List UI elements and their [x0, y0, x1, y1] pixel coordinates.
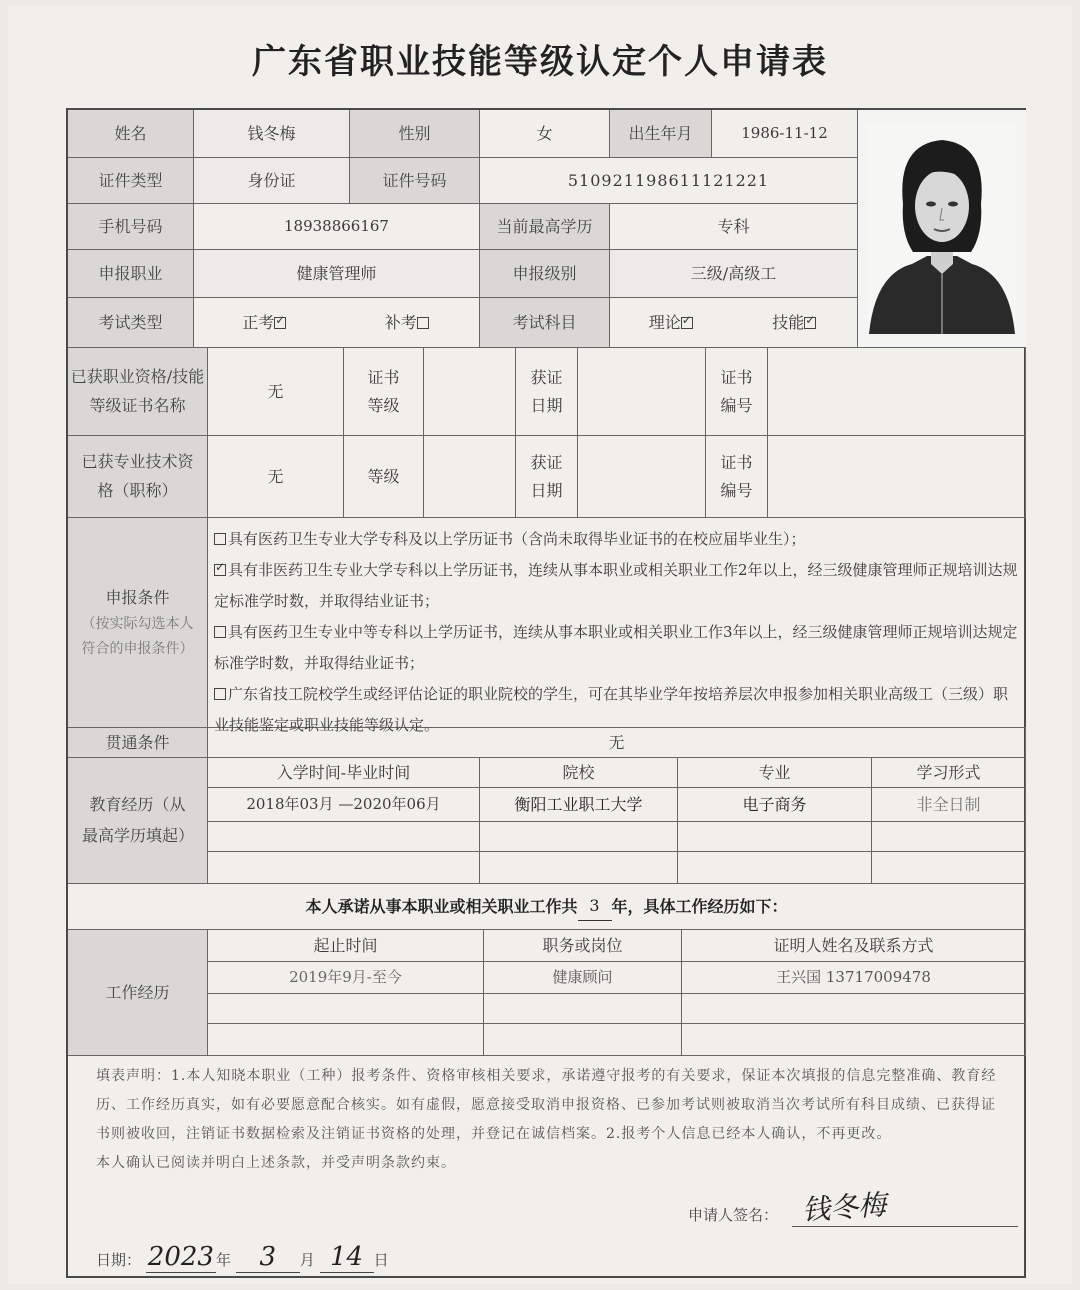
- education-level-label: 当前最高学历: [480, 204, 610, 250]
- occupation-label: 申报职业: [68, 250, 194, 298]
- edu-major: [678, 822, 872, 852]
- work-period: [208, 994, 484, 1024]
- apply-level-value: 三级/高级工: [610, 250, 858, 298]
- exam-subject-label: 考试科目: [480, 298, 610, 348]
- certificate-name-value: 无: [208, 348, 344, 436]
- edu-period: [208, 822, 480, 852]
- name-value: 钱冬梅: [194, 110, 350, 158]
- work-period: [208, 1024, 484, 1056]
- declaration-confirm: 本人确认已阅读并明白上述条款，并受声明条款约束。: [96, 1155, 456, 1171]
- exam-type-options: [194, 298, 480, 348]
- applicant-photo: [858, 110, 1026, 348]
- through-condition-value: 无: [208, 728, 1026, 758]
- education-history-label: 教育经历（从最高学历填起）: [68, 758, 208, 884]
- exam-subject-skill[interactable]: 技能✓: [772, 309, 818, 337]
- certificate-grade-label: 证书等级: [344, 348, 424, 436]
- edu-header-school: 院校: [480, 758, 678, 788]
- work-position: [484, 994, 682, 1024]
- gender-value: 女: [480, 110, 610, 158]
- edu-mode: [872, 822, 1026, 852]
- work-commitment: 本人承诺从事本职业或相关职业工作共 3 年，具体工作经历如下：: [68, 884, 1026, 930]
- edu-header-period: 入学时间-毕业时间: [208, 758, 480, 788]
- checkbox-icon[interactable]: [214, 626, 226, 638]
- condition-item[interactable]: 具有医药卫生专业大学专科及以上学历证书（含尚未取得毕业证书的在校应届毕业生）；: [214, 524, 1018, 555]
- id-number-value: 510921198611121221: [480, 158, 858, 204]
- certificate-number-value: [768, 348, 1026, 436]
- date-row: 日期： 2023 年 3 月 14 日: [96, 1242, 389, 1272]
- certificate-grade-value: [424, 348, 516, 436]
- title-number-value: [768, 436, 1026, 518]
- condition-item[interactable]: ✓具有非医药卫生专业大学专科以上学历证书，连续从事本职业或相关职业工作2年以上，经三级健康管理师正规培训达规定标准学时数，并取得结业证书；: [214, 555, 1018, 617]
- birth-value: 1986-11-12: [712, 110, 858, 158]
- edu-mode: [872, 852, 1026, 884]
- certificate-name-label: 已获职业资格/技能等级证书名称: [68, 348, 208, 436]
- exam-subject-theory[interactable]: 理论✓: [649, 309, 695, 337]
- date-day: 14: [330, 1242, 364, 1272]
- work-reference: [682, 1024, 1026, 1056]
- work-reference: 王兴国 13717009478: [682, 962, 1026, 994]
- phone-label: 手机号码: [68, 204, 194, 250]
- edu-major: [678, 852, 872, 884]
- work-years: 3: [578, 892, 612, 921]
- occupation-value: 健康管理师: [194, 250, 480, 298]
- exam-type-label: 考试类型: [68, 298, 194, 348]
- checkbox-icon[interactable]: [214, 533, 226, 545]
- certificate-date-value: [578, 348, 706, 436]
- title-date-label: 获证日期: [516, 436, 578, 518]
- date-month: 3: [259, 1242, 277, 1272]
- checkbox-checked-icon[interactable]: [804, 317, 816, 329]
- work-position: [484, 1024, 682, 1056]
- id-number-label: 证件号码: [350, 158, 480, 204]
- title-grade-value: [424, 436, 516, 518]
- edu-header-major: 专业: [678, 758, 872, 788]
- birth-label: 出生年月: [610, 110, 712, 158]
- signature-label: 申请人签名：: [688, 1206, 779, 1224]
- id-type-label: 证件类型: [68, 158, 194, 204]
- checkbox-checked-icon[interactable]: [274, 317, 286, 329]
- work-history-label: 工作经历: [68, 930, 208, 1056]
- gender-label: 性别: [350, 110, 480, 158]
- education-level-value: 专科: [610, 204, 858, 250]
- checkbox-checked-icon[interactable]: [214, 564, 226, 576]
- edu-school: [480, 852, 678, 884]
- conditions-label: 申报条件: [105, 588, 170, 607]
- edu-period: 2018年03月 —2020年06月: [208, 788, 480, 822]
- condition-item[interactable]: 广东省技工院校学生或经评估论证的职业院校的学生，可在其毕业学年按培养层次申报参加相关职业高级工（三级）职业技能鉴定或职业技能等级认定。: [214, 685, 1009, 734]
- phone-value: 18938866167: [194, 204, 480, 250]
- title-date-value: [578, 436, 706, 518]
- portrait-image: [867, 124, 1017, 334]
- checkbox-checked-icon[interactable]: [681, 317, 693, 329]
- conditions-label-cell: [68, 518, 208, 728]
- professional-title-value: 无: [208, 436, 344, 518]
- condition-item[interactable]: 具有医药卫生专业中等专科以上学历证书，连续从事本职业或相关职业工作3年以上，经三级健康管理师正规培训达规定标准学时数，并取得结业证书；: [214, 623, 1018, 672]
- title-number-label: 证书编号: [706, 436, 768, 518]
- work-header-position: 职务或岗位: [484, 930, 682, 962]
- through-condition-label: 贯通条件: [68, 728, 208, 758]
- declaration-text: 填表声明：1.本人知晓本职业（工种）报考条件、资格审核相关要求，承诺遵守报考的有关要求，保证本次填报的信息完整准确、教育经历、工作经历真实，如有必要愿意配合核实。如有虚假，愿意接受取消申报资格、已参加考试则被取消当次考试所有科目成绩、已获得证书则被收回，注销证书数据检索及注销证书资格的处理，并登记在诚信档案。2.报考个人信息已经本人确认，不再更改。: [96, 1068, 997, 1142]
- certificate-number-label: 证书编号: [706, 348, 768, 436]
- work-position: 健康顾问: [484, 962, 682, 994]
- work-reference: [682, 994, 1026, 1024]
- exam-type-makeup[interactable]: 补考: [385, 309, 431, 337]
- work-header-reference: 证明人姓名及联系方式: [682, 930, 1026, 962]
- title-grade-label: 等级: [344, 436, 424, 518]
- document-title: 广东省职业技能等级认定个人申请表: [252, 42, 828, 82]
- edu-mode: 非全日制: [872, 788, 1026, 822]
- work-header-period: 起止时间: [208, 930, 484, 962]
- checkbox-icon[interactable]: [214, 688, 226, 700]
- edu-school: [480, 822, 678, 852]
- work-period: 2019年9月-至今: [208, 962, 484, 994]
- professional-title-label: 已获专业技术资格（职称）: [68, 436, 208, 518]
- checkbox-icon[interactable]: [417, 317, 429, 329]
- date-label: 日期：: [96, 1251, 142, 1269]
- application-form: [66, 108, 1026, 1278]
- certificate-date-label: 获证日期: [516, 348, 578, 436]
- name-label: 姓名: [68, 110, 194, 158]
- id-type-value: 身份证: [194, 158, 350, 204]
- edu-school: 衡阳工业职工大学: [480, 788, 678, 822]
- date-year: 2023: [147, 1242, 214, 1272]
- edu-major: 电子商务: [678, 788, 872, 822]
- conditions-list: [208, 518, 1026, 734]
- apply-level-label: 申报级别: [480, 250, 610, 298]
- conditions-hint: （按实际勾选本人符合的申报条件）: [81, 616, 194, 657]
- edu-header-mode: 学习形式: [872, 758, 1026, 788]
- exam-subject-options: [610, 298, 858, 348]
- exam-type-regular[interactable]: 正考✓: [242, 309, 288, 337]
- edu-period: [208, 852, 480, 884]
- signature: 钱冬梅: [801, 1188, 888, 1227]
